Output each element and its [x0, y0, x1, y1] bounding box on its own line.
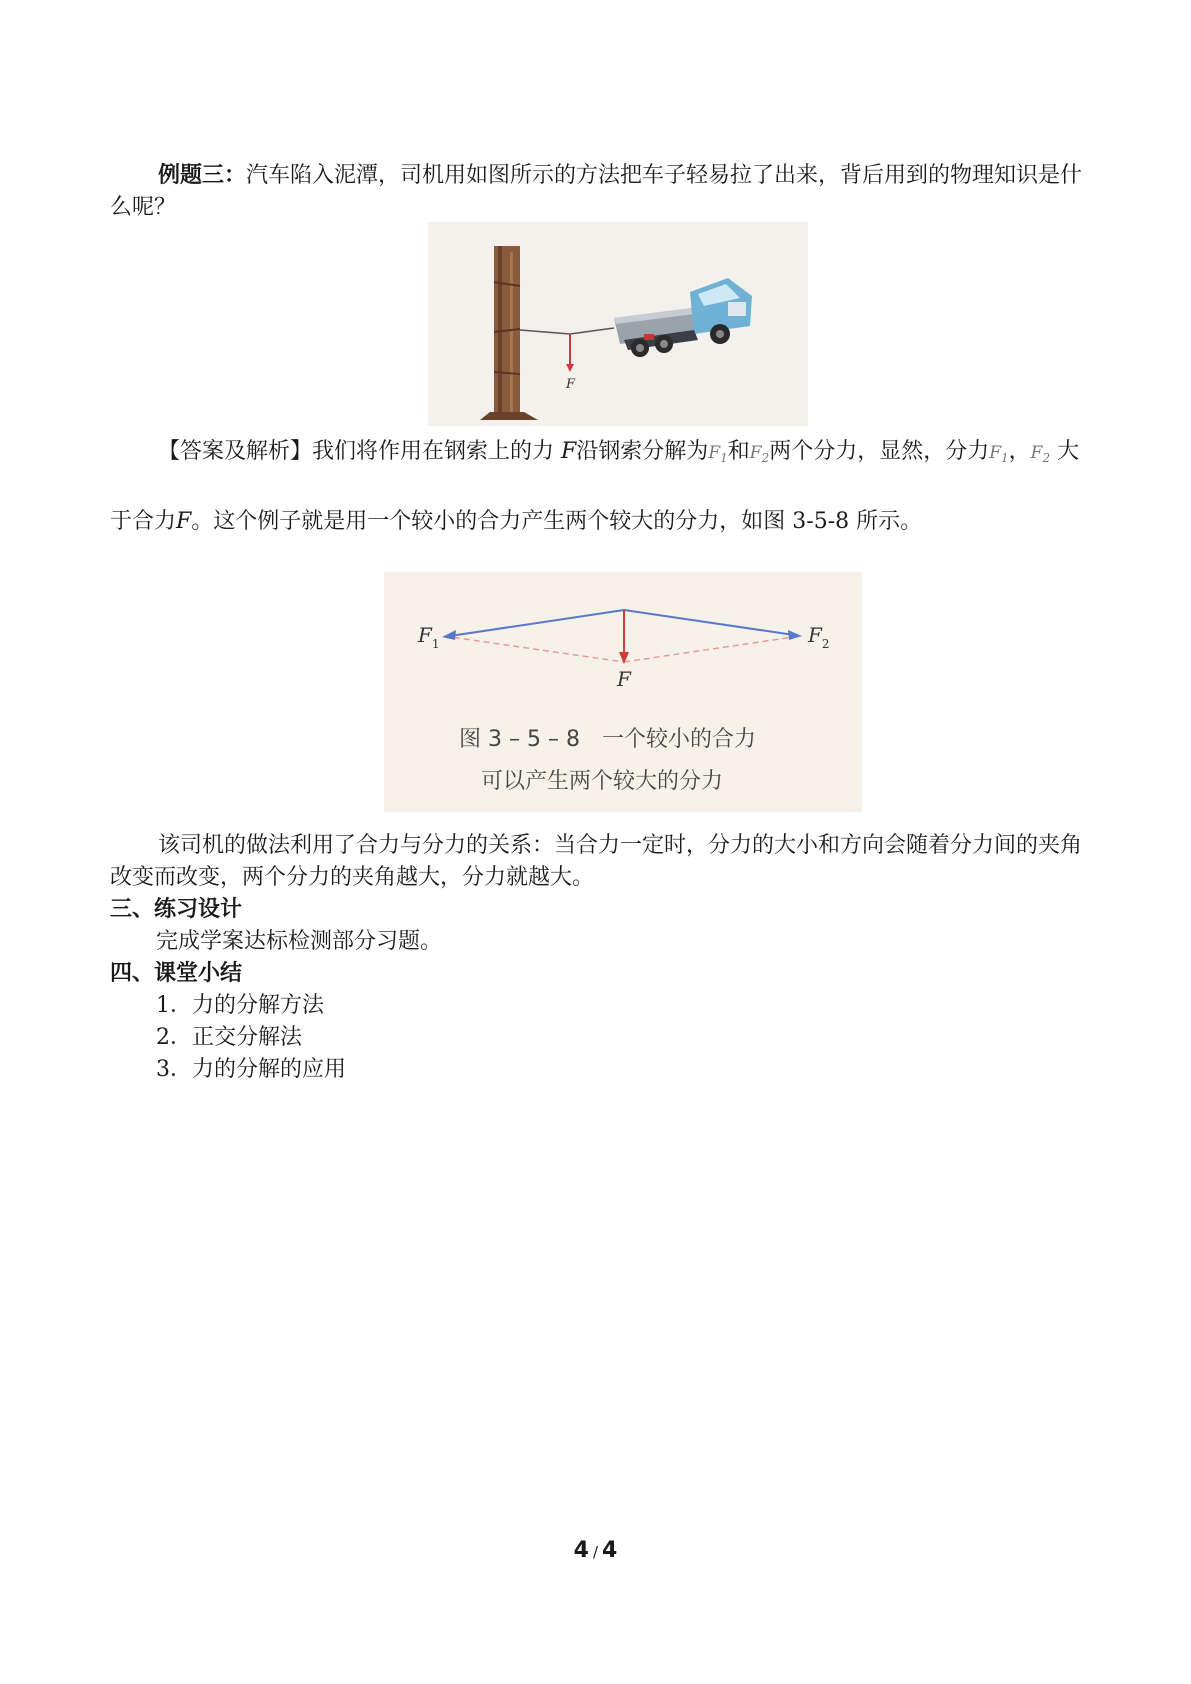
answer-text-2: 沿钢索分解为: [576, 439, 709, 464]
section3-body: 完成学案达标检测部分习题。: [156, 929, 443, 954]
summary-item-3: 3．力的分解的应用: [156, 1057, 346, 1082]
section4-heading: 四、课堂小结: [110, 961, 243, 986]
page-total: 4: [602, 1538, 618, 1563]
truck-figure-svg: [428, 222, 808, 426]
truck-force-label: F: [566, 377, 576, 392]
answer-text-4: 大于合力: [110, 439, 1080, 534]
section3-heading: 三、练习设计: [110, 897, 243, 922]
svg-text:F2: $F_2$: [808, 623, 830, 651]
page-separator: /: [592, 1543, 599, 1561]
vector-label-f2: F: [808, 623, 822, 647]
answer-f2-symbol-2: $F_2$: [1030, 443, 1051, 465]
answer-f1-symbol-2: $F_1$: [989, 443, 1009, 465]
vector-figure-svg: [384, 572, 862, 812]
answer-f2-symbol: $F_2$: [749, 443, 770, 465]
vector-label-f1: F: [418, 623, 432, 647]
answer-paragraph: [110, 420, 1085, 554]
answer-text-3: 两个分力，显然，分力: [769, 439, 990, 464]
example-body: 汽车陷入泥潭，司机用如图所示的方法把车子轻易拉了出来，背后用到的物理知识是什么呢？: [110, 163, 1083, 220]
summary-item-1: 1．力的分解方法: [156, 993, 324, 1018]
page-current: 4: [573, 1538, 589, 1563]
summary-item-2: 2．正交分解法: [156, 1025, 302, 1050]
answer-text-5: 。这个例子就是用一个较小的合力产生两个较大的分力，如图 3-5-8 所示。: [191, 509, 923, 534]
vector-label-f: F: [617, 667, 631, 691]
answer-label: 【答案及解析】: [158, 439, 313, 464]
example-paragraph: [110, 160, 1085, 224]
answer-text-1: 我们将作用在钢索上的力: [312, 439, 555, 464]
page-number: [0, 1538, 1191, 1563]
answer-and: 和: [727, 439, 750, 464]
answer-f1-symbol: $F_1$: [708, 443, 728, 465]
example-title: 例题三：: [158, 163, 247, 188]
vector-caption-line2: 可以产生两个较大的分力: [481, 769, 724, 794]
answer-comma: ，: [1008, 439, 1031, 464]
svg-text:F1: $F_1$: [418, 623, 440, 651]
vector-figure: [384, 572, 862, 812]
vector-caption-line1: 图 3 – 5 – 8 一个较小的合力: [459, 727, 756, 752]
truck-figure: [428, 222, 808, 426]
conclusion-paragraph: 该司机的做法利用了合力与分力的关系：当合力一定时，分力的大小和方向会随着分力间的夹角改变而改变，两个分力的夹角越大，分力就越大。: [110, 833, 1083, 890]
answer-force-f: F: [561, 439, 577, 464]
answer-force-f-2: F: [176, 509, 192, 534]
